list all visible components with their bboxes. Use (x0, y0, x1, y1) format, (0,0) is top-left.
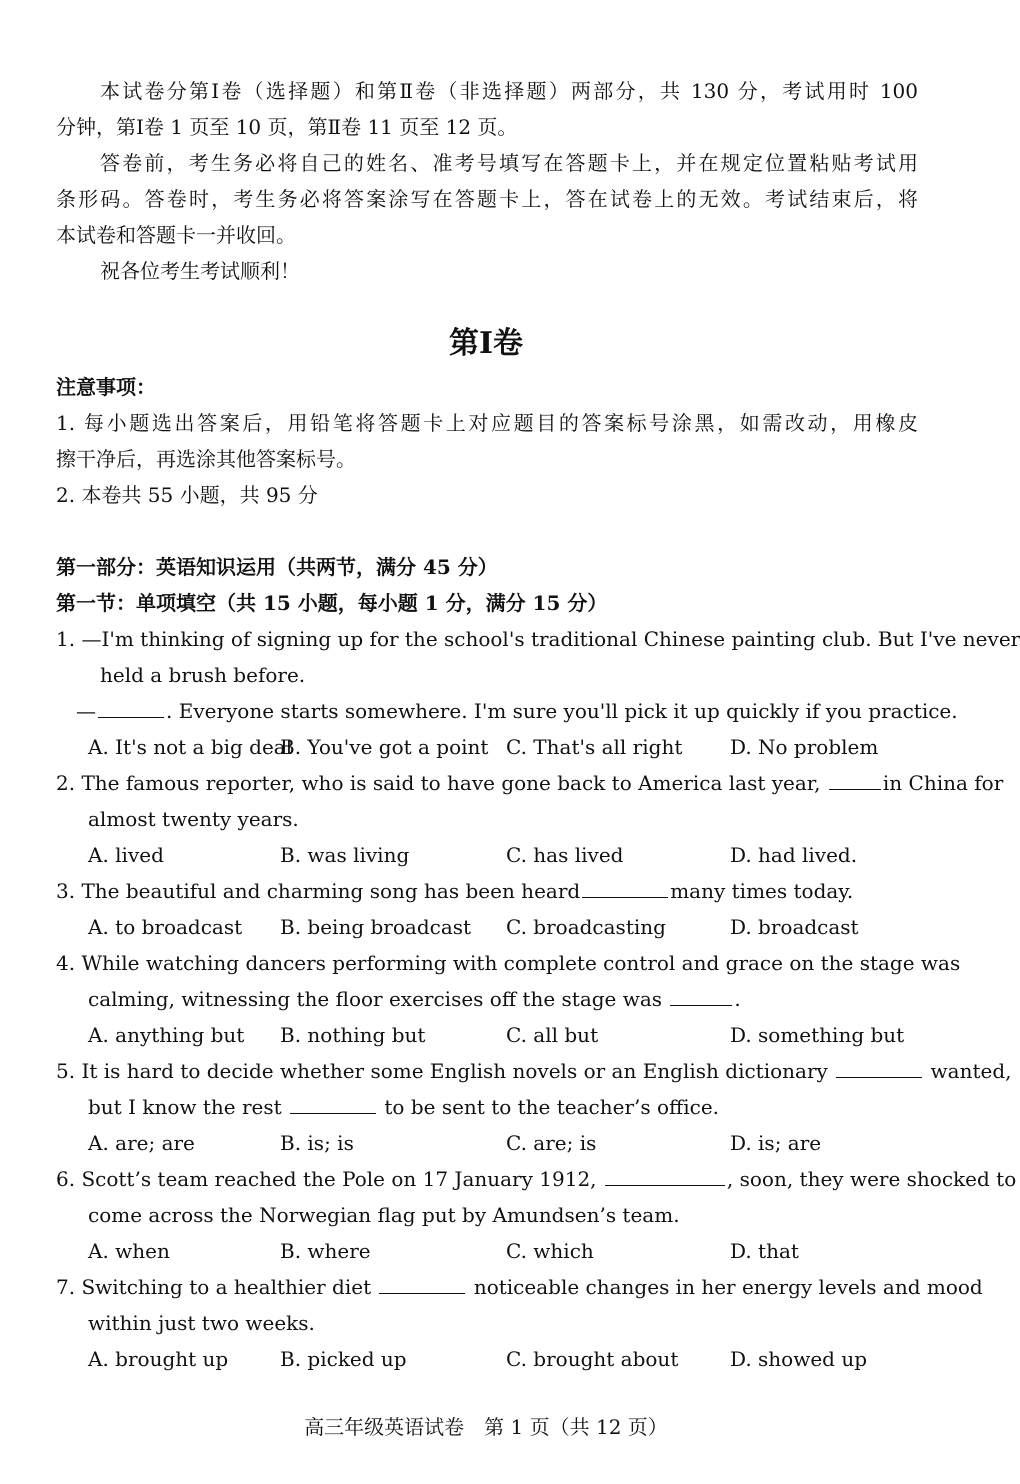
q1-option-b: B. You've got a point (280, 735, 489, 759)
q1-line-1: 1. —I'm thinking of signing up for the school's traditional Chinese painting club. But I've never (56, 627, 1020, 651)
q3-option-b: B. being broadcast (280, 915, 472, 939)
q7-line-2: within just two weeks. (88, 1311, 315, 1335)
q7-options (88, 1346, 918, 1372)
q7-option-a: A. brought up (88, 1347, 229, 1371)
q2-option-b: B. was living (280, 843, 410, 867)
q2-option-c: C. has lived (506, 843, 624, 867)
q4-line-2-pre: calming, witnessing the floor exercises off the stage was (88, 987, 663, 1011)
page-footer: 高三年级英语试卷 第 1 页（共 12 页） (304, 1415, 668, 1439)
q7-line-1-post: noticeable changes in her energy levels and mood (473, 1275, 983, 1299)
q3-line-1 (56, 878, 918, 904)
q1-line-3-text: . Everyone starts somewhere. I'm sure you'll pick it up quickly if you practice. (166, 699, 958, 723)
q3-option-d: D. broadcast (730, 915, 859, 939)
q5-option-b: B. is; is (280, 1131, 354, 1155)
q5-line-1-post: wanted, (930, 1059, 1012, 1083)
q2-option-d: D. had lived. (730, 843, 858, 867)
q4-option-a: A. anything but (88, 1023, 245, 1047)
intro-wish: 祝各位考生考试顺利！ (100, 259, 300, 283)
q5-option-d: D. is; are (730, 1131, 822, 1155)
q6-option-a: A. when (88, 1239, 170, 1263)
q5-option-a: A. are; are (88, 1131, 195, 1155)
q1-line-3 (76, 698, 958, 724)
q5-line-1 (56, 1058, 1012, 1084)
q6-line-1-pre: 6. Scott’s team reached the Pole on 17 January 1912, (56, 1167, 597, 1191)
notice-item-2: 2. 本卷共 55 小题，共 95 分 (56, 483, 318, 507)
q4-line-1: 4. While watching dancers performing with complete control and grace on the stage was (56, 951, 961, 975)
q5-answer-blank-1 (836, 1059, 922, 1078)
q4-options (88, 1022, 918, 1048)
intro-line-3: 答卷前，考生务必将自己的姓名、准考号填写在答题卡上，并在规定位置粘贴考试用 (100, 151, 918, 175)
intro-line-5: 本试卷和答题卡一并收回。 (56, 223, 296, 247)
q7-line-1-pre: 7. Switching to a healthier diet (56, 1275, 372, 1299)
q4-option-d: D. something but (730, 1023, 905, 1047)
q6-options (88, 1238, 918, 1264)
intro-line-4: 条形码。答卷时，考生务必将答案涂写在答题卡上，答在试卷上的无效。考试结束后，将 (56, 187, 918, 211)
q5-line-2 (88, 1094, 950, 1120)
q7-option-c: C. brought about (506, 1347, 679, 1371)
q7-option-b: B. picked up (280, 1347, 407, 1371)
intro-line-1: 本试卷分第Ⅰ卷（选择题）和第Ⅱ卷（非选择题）两部分，共 130 分，考试用时 100 (100, 79, 918, 103)
intro-line-2: 分钟，第Ⅰ卷 1 页至 10 页，第Ⅱ卷 11 页至 12 页。 (56, 115, 518, 139)
q1-answer-blank (98, 699, 164, 718)
notice-heading: 注意事项： (56, 375, 156, 399)
q7-line-1 (56, 1274, 983, 1300)
notice-item-1-line-1: 1. 每小题选出答案后，用铅笔将答题卡上对应题目的答案标号涂黑，如需改动，用橡皮 (56, 411, 918, 435)
q1-option-c: C. That's all right (506, 735, 683, 759)
q4-answer-blank (670, 987, 732, 1006)
q1-option-a: A. It's not a big deal (88, 735, 293, 759)
q2-answer-blank (829, 771, 881, 790)
q3-line-1-post: many times today. (670, 879, 854, 903)
q3-options (88, 914, 918, 940)
q6-option-b: B. where (280, 1239, 371, 1263)
q2-line-1 (56, 770, 1004, 796)
q3-option-c: C. broadcasting (506, 915, 666, 939)
q6-option-c: C. which (506, 1239, 594, 1263)
q5-line-2-post: to be sent to the teacher’s office. (384, 1095, 720, 1119)
q5-options (88, 1130, 918, 1156)
q3-line-1-pre: 3. The beautiful and charming song has been heard (56, 879, 581, 903)
q1-dash: — (76, 699, 96, 723)
q6-option-d: D. that (730, 1239, 799, 1263)
q4-line-2-post: . (734, 987, 741, 1011)
q6-line-1-post: , soon, they were shocked to (726, 1167, 1017, 1191)
volume-title: 第Ⅰ卷 (448, 326, 524, 361)
q2-line-1-pre: 2. The famous reporter, who is said to have gone back to America last year, (56, 771, 821, 795)
q7-option-d: D. showed up (730, 1347, 868, 1371)
q6-line-1 (56, 1166, 1017, 1192)
section1-heading: 第一节：单项填空（共 15 小题，每小题 1 分，满分 15 分） (56, 591, 608, 615)
q5-line-1-pre: 5. It is hard to decide whether some English novels or an English dictionary (56, 1059, 828, 1083)
notice-item-1-line-2: 擦干净后，再选涂其他答案标号。 (56, 447, 356, 471)
q3-option-a: A. to broadcast (88, 915, 243, 939)
q5-answer-blank-2 (290, 1095, 376, 1114)
part1-heading: 第一部分：英语知识运用（共两节，满分 45 分） (56, 555, 498, 579)
q2-line-1-post: in China for (882, 771, 1004, 795)
q4-option-c: C. all but (506, 1023, 599, 1047)
q1-option-d: D. No problem (730, 735, 879, 759)
q3-answer-blank (582, 879, 668, 898)
q2-options (88, 842, 918, 868)
q1-options (88, 734, 918, 760)
q1-line-2: held a brush before. (100, 663, 306, 687)
q4-option-b: B. nothing but (280, 1023, 426, 1047)
q5-option-c: C. are; is (506, 1131, 597, 1155)
q5-line-2-pre: but I know the rest (88, 1095, 282, 1119)
q6-line-2: come across the Norwegian flag put by Amundsen’s team. (88, 1203, 680, 1227)
q2-line-2: almost twenty years. (88, 807, 299, 831)
q7-answer-blank (379, 1275, 465, 1294)
q4-line-2 (88, 986, 950, 1012)
q6-answer-blank (605, 1167, 725, 1186)
q2-option-a: A. lived (88, 843, 164, 867)
